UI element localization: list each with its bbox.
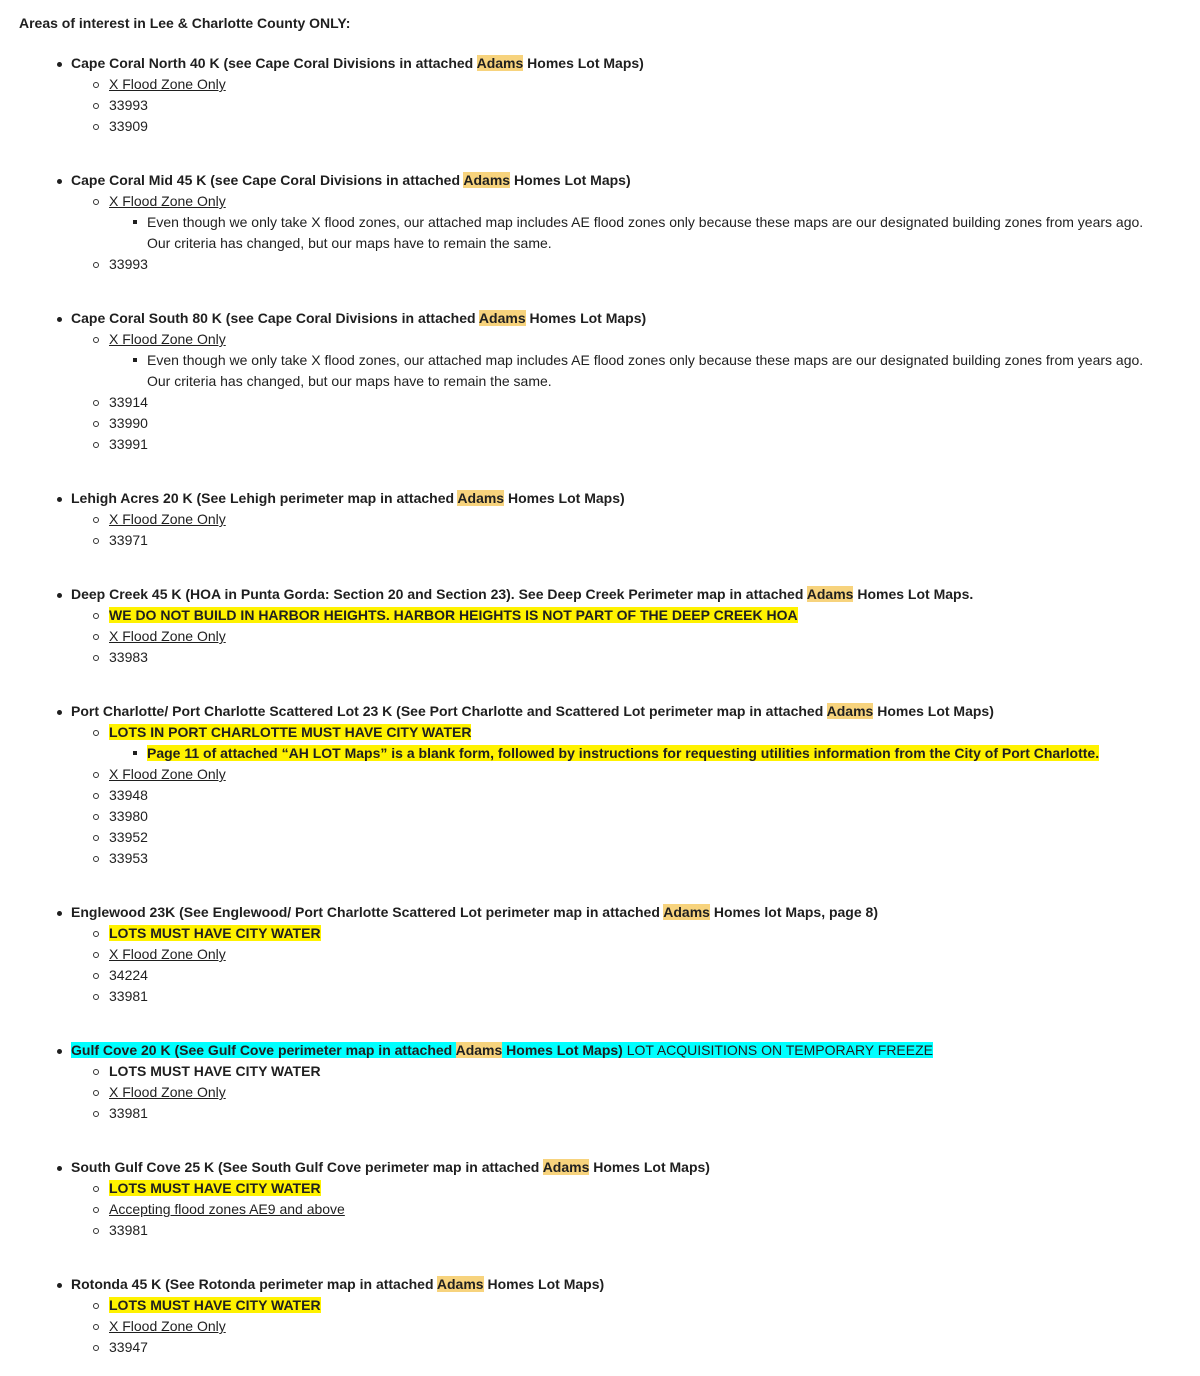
adams-highlight: Adams [463, 172, 511, 188]
warning-note-text: Page 11 of attached “AH LOT Maps” is a blank form, followed by instructions for requesting utilities information from the City of Port Charlotte. [147, 745, 1100, 761]
warning-text: LOTS IN PORT CHARLOTTE MUST HAVE CITY WATER [109, 724, 472, 740]
warning-item [19, 1295, 1179, 1316]
adams-highlight: Adams [478, 310, 526, 326]
zip-code: 33953 [19, 848, 1179, 869]
flood-zone-link[interactable]: X Flood Zone Only [19, 626, 1179, 647]
area-title-text: Rotonda 45 K (See Rotonda perimeter map in attached [71, 1276, 437, 1292]
flood-zone-link[interactable]: X Flood Zone Only [19, 1082, 1179, 1103]
requirement-item: LOTS MUST HAVE CITY WATER [19, 1061, 1179, 1082]
area-title-text: Homes Lot Maps) [873, 703, 994, 719]
zip-code: 33983 [19, 647, 1179, 668]
area-deep-creek [19, 584, 1179, 668]
area-title [19, 488, 1179, 509]
freeze-notice: LOT ACQUISITIONS ON TEMPORARY FREEZE [622, 1042, 933, 1058]
area-cape-coral-south [19, 308, 1179, 455]
flood-zone-link[interactable]: X Flood Zone Only [19, 191, 1179, 212]
area-rotonda [19, 1274, 1179, 1358]
area-englewood [19, 902, 1179, 1007]
area-title-highlight [71, 1042, 933, 1058]
area-title [19, 1040, 1179, 1061]
area-title-text: Homes Lot Maps) [510, 172, 631, 188]
area-title-text: Homes Lot Maps) [525, 310, 647, 326]
area-cape-coral-north [19, 53, 1179, 137]
area-title-text: Homes lot Maps, page 8) [709, 904, 878, 920]
zip-code: 33952 [19, 827, 1179, 848]
area-title-text: Port Charlotte/ Port Charlotte Scattered Lot 23 K (See Port Charlotte and Scattered Lot perimeter map in attached [71, 703, 827, 719]
area-title [19, 584, 1179, 605]
adams-highlight: Adams [476, 55, 524, 71]
flood-zone-link[interactable]: X Flood Zone Only [19, 329, 1179, 350]
zip-code: 33981 [19, 986, 1179, 1007]
zip-code: 33980 [19, 806, 1179, 827]
zip-code: 33947 [19, 1337, 1179, 1358]
adams-highlight: Adams [542, 1159, 590, 1175]
warning-item [19, 605, 1179, 626]
area-title [19, 53, 1179, 74]
area-title-text: Homes Lot Maps) [502, 1042, 623, 1058]
area-title [19, 170, 1179, 191]
area-cape-coral-mid [19, 170, 1179, 275]
page-heading: Areas of interest in Lee & Charlotte County ONLY: [19, 15, 351, 31]
area-lehigh-acres [19, 488, 1179, 551]
adams-highlight: Adams [806, 586, 854, 602]
area-title-text: Homes Lot Maps. [853, 586, 974, 602]
flood-zone-link[interactable]: X Flood Zone Only [19, 1316, 1179, 1337]
area-title-text: Cape Coral North 40 K (see Cape Coral Divisions in attached [71, 55, 477, 71]
area-title-text: South Gulf Cove 25 K (See South Gulf Cove perimeter map in attached [71, 1159, 543, 1175]
flood-zone-link[interactable]: X Flood Zone Only [19, 509, 1179, 530]
adams-highlight: Adams [826, 703, 874, 719]
warning-item [19, 1178, 1179, 1199]
zip-code: 33909 [19, 116, 1179, 137]
zip-code: 33993 [19, 254, 1179, 275]
area-title-text: Cape Coral South 80 K (see Cape Coral Divisions in attached [71, 310, 479, 326]
warning-note [19, 743, 1179, 764]
flood-zone-note: Even though we only take X flood zones, our attached map includes AE flood zones only because these maps are our designated building zones from years ago. Our criteria has changed, but our maps have to remain the same. [19, 212, 1179, 254]
adams-highlight: Adams [663, 904, 710, 920]
flood-zone-link[interactable]: X Flood Zone Only [19, 764, 1179, 785]
area-title-text: Gulf Cove 20 K (See Gulf Cove perimeter map in attached [71, 1042, 456, 1058]
flood-zone-link[interactable]: X Flood Zone Only [19, 944, 1179, 965]
area-title-text: Englewood 23K (See Englewood/ Port Charlotte Scattered Lot perimeter map in attached [71, 904, 664, 920]
area-title-text: Homes Lot Maps) [504, 490, 625, 506]
flood-zone-link[interactable]: X Flood Zone Only [19, 74, 1179, 95]
area-port-charlotte [19, 701, 1179, 869]
zip-code: 33914 [19, 392, 1179, 413]
warning-item [19, 722, 1179, 743]
adams-highlight: Adams [455, 1042, 503, 1058]
area-title [19, 1274, 1179, 1295]
warning-item [19, 923, 1179, 944]
adams-highlight: Adams [436, 1276, 484, 1292]
area-title [19, 308, 1179, 329]
area-title-text: Lehigh Acres 20 K (See Lehigh perimeter map in attached [71, 490, 458, 506]
area-title-text: Cape Coral Mid 45 K (see Cape Coral Divisions in attached [71, 172, 464, 188]
warning-text: LOTS MUST HAVE CITY WATER [109, 925, 321, 941]
zip-code: 33993 [19, 95, 1179, 116]
zip-code: 33948 [19, 785, 1179, 806]
area-title-text: Homes Lot Maps) [523, 55, 644, 71]
flood-zone-note: Even though we only take X flood zones, our attached map includes AE flood zones only because these maps are our designated building zones from years ago. Our criteria has changed, but our maps have to remain the same. [19, 350, 1179, 392]
zip-code: 33990 [19, 413, 1179, 434]
zip-code: 33981 [19, 1220, 1179, 1241]
zip-code: 33981 [19, 1103, 1179, 1124]
warning-text: WE DO NOT BUILD IN HARBOR HEIGHTS. HARBOR HEIGHTS IS NOT PART OF THE DEEP CREEK HOA [109, 607, 798, 623]
warning-text: LOTS MUST HAVE CITY WATER [109, 1297, 321, 1313]
area-south-gulf-cove [19, 1157, 1179, 1241]
area-title-text: Homes Lot Maps) [589, 1159, 710, 1175]
warning-text: LOTS MUST HAVE CITY WATER [109, 1180, 321, 1196]
adams-highlight: Adams [457, 490, 505, 506]
area-title-text: Deep Creek 45 K (HOA in Punta Gorda: Section 20 and Section 23). See Deep Creek Perimeter map in attached [71, 586, 807, 602]
zip-code: 34224 [19, 965, 1179, 986]
area-title [19, 902, 1179, 923]
zip-code: 33971 [19, 530, 1179, 551]
area-gulf-cove [19, 1040, 1179, 1124]
area-title [19, 701, 1179, 722]
area-title-text: Homes Lot Maps) [483, 1276, 605, 1292]
flood-zone-link[interactable]: Accepting flood zones AE9 and above [19, 1199, 1179, 1220]
zip-code: 33991 [19, 434, 1179, 455]
area-title [19, 1157, 1179, 1178]
